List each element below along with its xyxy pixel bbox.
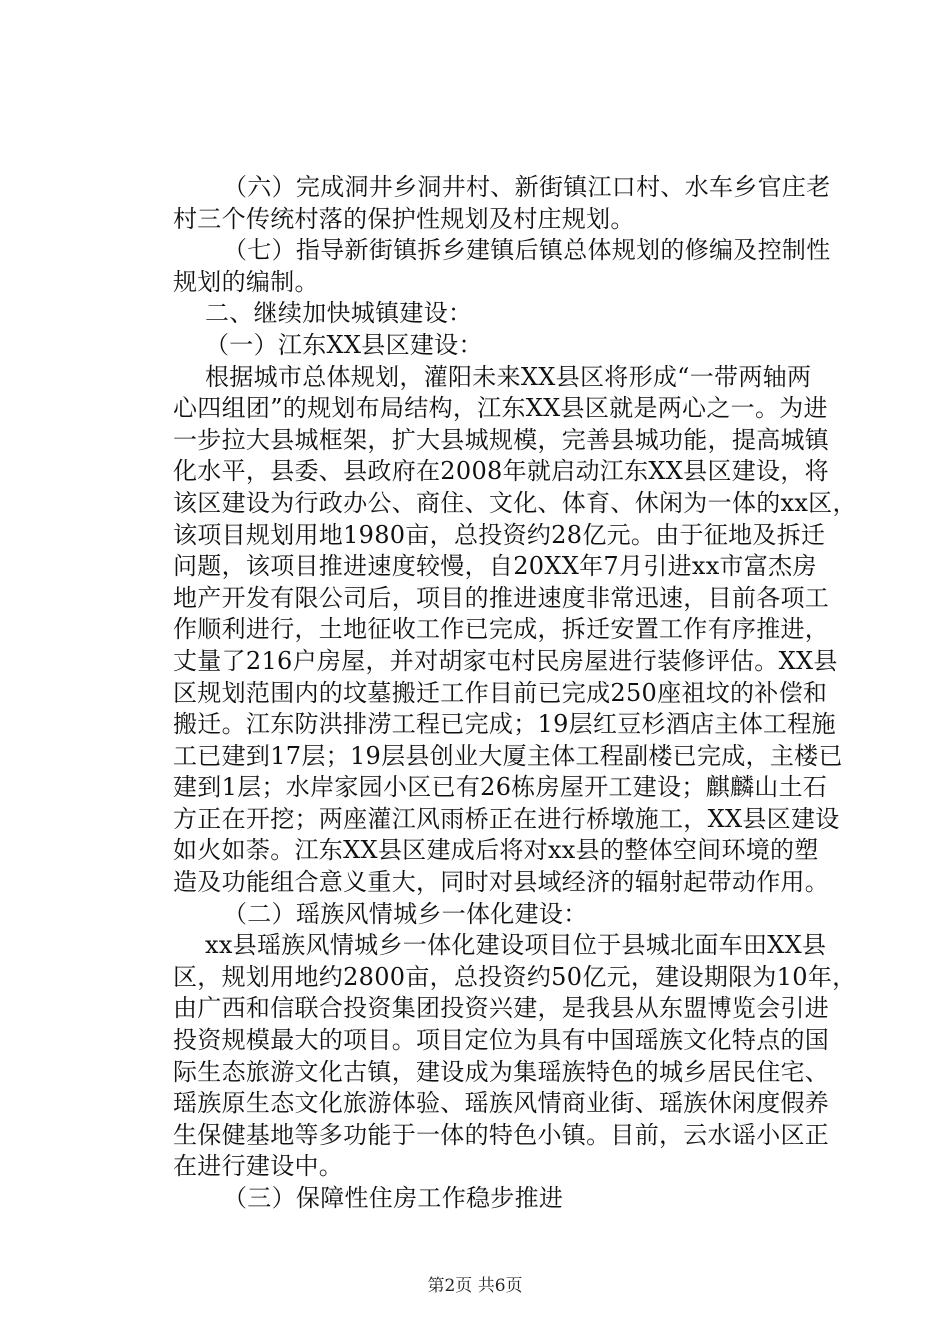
- text-line: 化水平，县委、县政府在2008年就启动江东XX县区建设，将: [173, 457, 829, 486]
- text-line: （七）指导新街镇拆乡建镇后镇总体规划的修编及控制性: [223, 236, 831, 265]
- text-line: 如火如荼。江东XX县区建成后将对xx县的整体空间环境的塑: [173, 836, 819, 865]
- text-line: 心四组团”的规划布局结构，江东XX县区就是两心之一。为进: [173, 394, 828, 423]
- text-line: 丈量了216户房屋，并对胡家屯村民房屋进行装修评估。XX县: [173, 646, 838, 675]
- document-body: [173, 172, 857, 1215]
- text-line: 地产开发有限公司后，项目的推进速度非常迅速，目前各项工: [173, 583, 830, 612]
- text-line: （一）江东XX县区建设：: [205, 330, 483, 359]
- text-line: 该区建设为行政办公、商住、文化、体育、休闲为一体的xx区，: [173, 488, 857, 517]
- page-footer: 第2页 共6页: [427, 1276, 523, 1296]
- text-line: 二、继续加快城镇建设：: [205, 299, 473, 328]
- text-line: 瑶族原生态文化旅游体验、瑶族风情商业街、瑶族休闲度假养: [173, 1089, 830, 1118]
- text-line: 在进行建设中。: [173, 1152, 344, 1181]
- text-line: 由广西和信联合投资集团投资兴建，是我县从东盟博览会引进: [173, 994, 830, 1023]
- text-line: 问题，该项目推进速度较慢，自20XX年7月引进xx市富杰房: [173, 552, 817, 581]
- text-line: 方正在开挖；两座灌江风雨桥正在进行桥墩施工，XX县区建设: [173, 804, 840, 833]
- text-line: 作顺利进行，土地征收工作已完成，拆迁安置工作有序推进，: [173, 615, 830, 644]
- text-line: 规划的编制。: [173, 267, 319, 296]
- text-line: 村三个传统村落的保护性规划及村庄规划。: [173, 204, 635, 233]
- text-line: 工已建到17层；19层县创业大厦主体工程副楼已完成，主楼已: [173, 741, 843, 770]
- text-line: 投资规模最大的项目。项目定位为具有中国瑶族文化特点的国: [173, 1026, 830, 1055]
- text-line: 建到1层；水岸家园小区已有26栋房屋开工建设；麒麟山土石: [173, 773, 828, 802]
- text-line: 造及功能组合意义重大，同时对县域经济的辐射起带动作用。: [173, 868, 830, 897]
- text-line: 一步拉大县城框架，扩大县城规模，完善县城功能，提高城镇: [173, 425, 830, 454]
- text-line: 该项目规划用地1980亩，总投资约28亿元。由于征地及拆迁: [173, 520, 826, 549]
- text-line: （二）瑶族风情城乡一体化建设：: [223, 899, 588, 928]
- text-line: （三）保障性住房工作稳步推进: [223, 1184, 564, 1212]
- text-line: 生保健基地等多功能于一体的特色小镇。目前，云水谣小区正: [173, 1120, 830, 1149]
- text-line: 根据城市总体规划，灌阳未来XX县区将形成“一带两轴两: [205, 362, 812, 391]
- text-line: xx县瑶族风情城乡一体化建设项目位于县城北面车田XX县: [205, 931, 827, 960]
- text-line: 搬迁。江东防洪排涝工程已完成；19层红豆杉酒店主体工程施: [173, 710, 836, 739]
- text-line: 际生态旅游文化古镇，建设成为集瑶族特色的城乡居民住宅、: [173, 1057, 830, 1086]
- text-line: 区，规划用地约2800亩，总投资约50亿元，建设期限为10年，: [173, 962, 857, 991]
- text-line: （六）完成洞井乡洞井村、新街镇江口村、水车乡官庄老: [223, 173, 831, 201]
- text-line: 区规划范围内的坟墓搬迁工作目前已完成250座祖坟的补偿和: [173, 678, 828, 707]
